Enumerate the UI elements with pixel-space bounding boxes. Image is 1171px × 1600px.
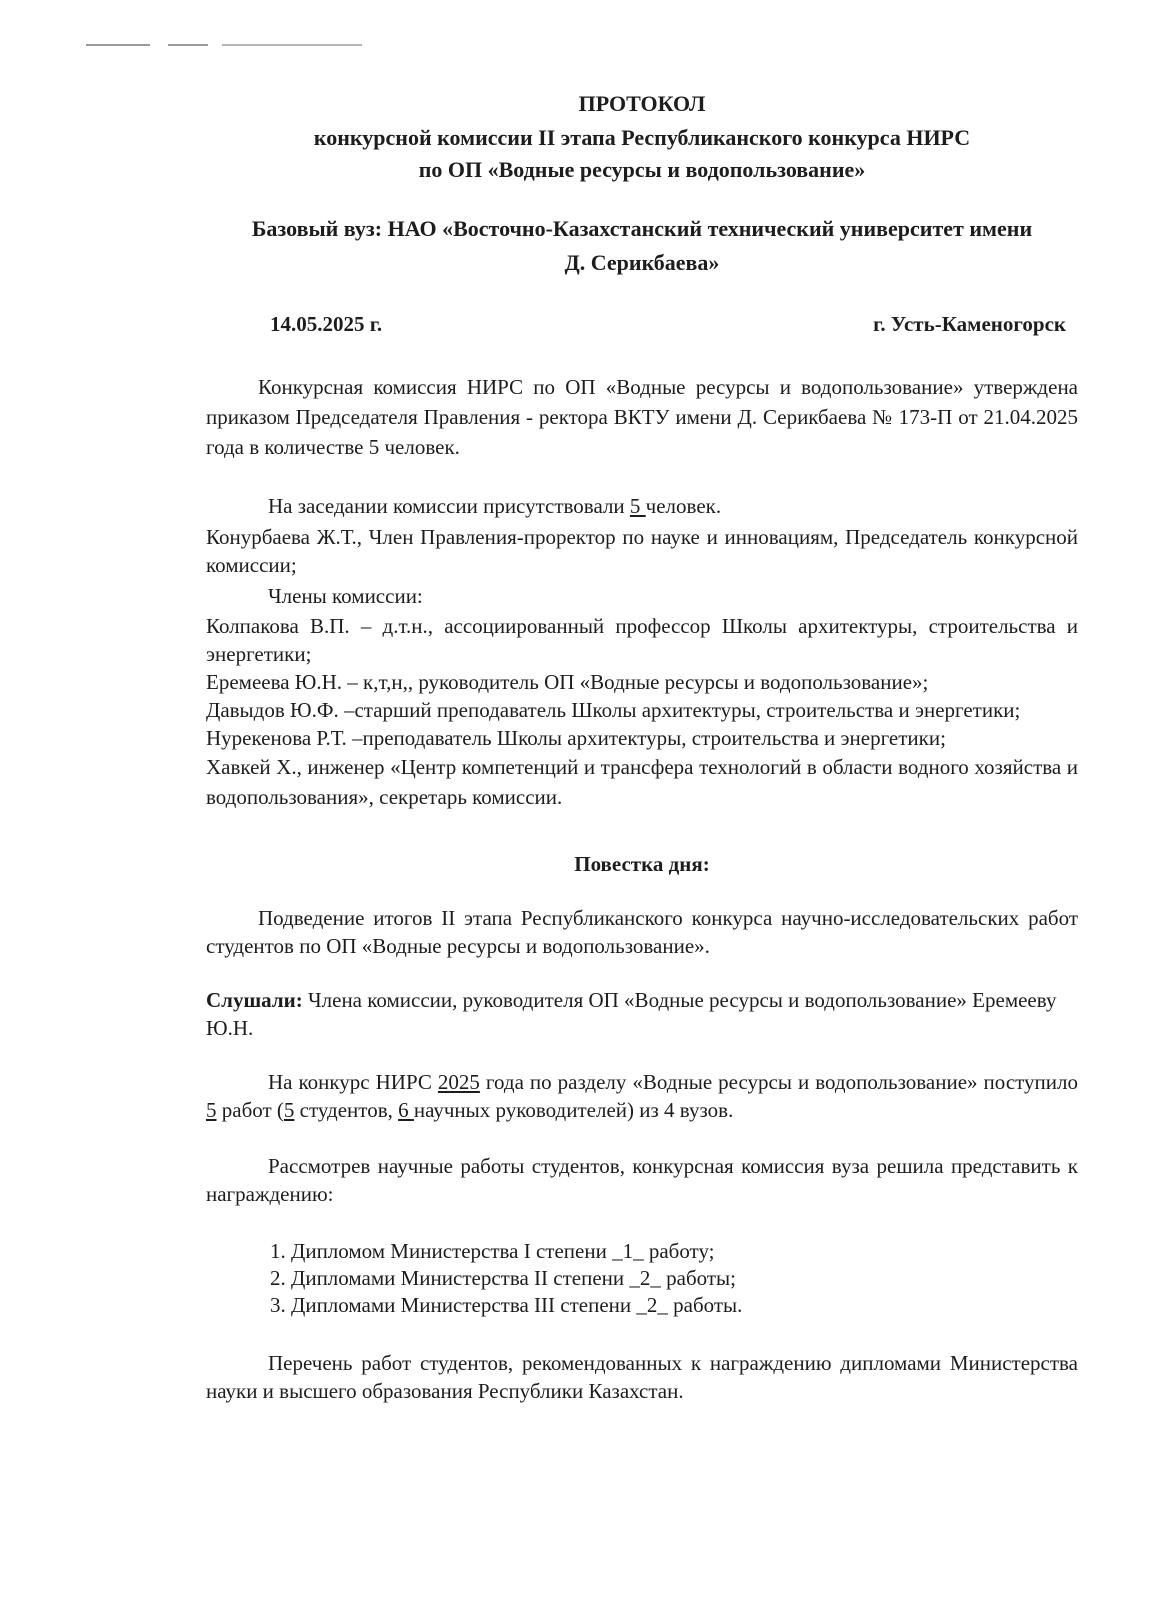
award-item: 2. Дипломами Министерства II степени _2_ работы;	[270, 1266, 736, 1290]
closing-paragraph: Перечень работ студентов, рекомендованных к награждению дипломами Министерства науки и высшего образования Республики Казахстан.	[206, 1351, 1078, 1403]
scan-artifact	[222, 44, 362, 46]
members-list	[206, 612, 1078, 812]
award-item: 3. Дипломами Министерства III степени _2_ работы.	[270, 1293, 743, 1317]
document-date: 14.05.2025 г.	[270, 312, 383, 336]
date-city-row	[206, 310, 1078, 338]
document-city: г. Усть-Каменогорск	[873, 312, 1066, 336]
commission-chair: Конурбаева Ж.Т., Член Правления-проректор по науке и инновациям, Председатель конкурсной комиссии;	[206, 525, 1078, 577]
document-subtitle-line1: конкурсной комиссии II этапа Республиканского конкурса НИРС	[313, 125, 971, 150]
scan-artifact	[168, 44, 208, 46]
member-item: Еремеева Ю.Н. – к,т,н,, руководитель ОП «Водные ресурсы и водопользование»;	[206, 670, 929, 694]
heard-paragraph: Слушали: Члена комиссии, руководителя ОП «Водные ресурсы и водопользование» Еремееву Ю.Н.	[206, 988, 1057, 1040]
agenda-heading: Повестка дня:	[574, 852, 710, 876]
member-item: Колпакова В.П. – д.т.н., ассоциированный профессор Школы архитектуры, строительства и энергетики;	[206, 614, 1078, 666]
award-item: 1. Дипломом Министерства I степени _1_ работу;	[270, 1239, 715, 1263]
attendance-paragraph: На заседании комиссии присутствовали 5 человек.	[268, 494, 722, 518]
member-item: Хавкей Х., инженер «Центр компетенций и трансфера технологий в области водного хозяйства и водопользования», секретарь комиссии.	[206, 755, 1078, 809]
submissions-paragraph: На конкурс НИРС 2025 года по разделу «Водные ресурсы и водопользование» поступило 5 работ (5 студентов, 6 научных руководителей) из 4 вузов.	[206, 1070, 1078, 1122]
agenda-text: Подведение итогов II этапа Республиканского конкурса научно-исследовательских работ студентов по ОП «Водные ресурсы и водопользование».	[206, 906, 1078, 958]
member-item: Нурекенова Р.Т. –преподаватель Школы архитектуры, строительства и энергетики;	[206, 726, 946, 750]
member-item: Давыдов Ю.Ф. –старший преподаватель Школы архитектуры, строительства и энергетики;	[206, 698, 1021, 722]
base-university-line1: Базовый вуз: НАО «Восточно-Казахстанский технический университет имени	[251, 216, 1033, 241]
base-university-line2: Д. Серикбаева»	[564, 250, 720, 275]
scan-artifact	[86, 44, 150, 46]
heard-label: Слушали:	[206, 988, 303, 1012]
attendance-count: 5	[629, 494, 646, 518]
document-page	[206, 88, 1078, 1405]
decision-paragraph: Рассмотрев научные работы студентов, конкурсная комиссия вуза решила представить к награждению:	[206, 1154, 1078, 1206]
document-subtitle-line2: по ОП «Водные ресурсы и водопользование»	[418, 157, 866, 182]
document-title: ПРОТОКОЛ	[578, 91, 706, 116]
intro-paragraph: Конкурсная комиссия НИРС по ОП «Водные ресурсы и водопользование» утверждена приказом Председателя Правления - ректора ВКТУ имени Д. Серикбаева № 173-П от 21.04.2025 года в количестве 5 человек.	[206, 375, 1078, 459]
awards-list	[206, 1238, 1078, 1319]
members-heading: Члены комиссии:	[268, 584, 423, 608]
